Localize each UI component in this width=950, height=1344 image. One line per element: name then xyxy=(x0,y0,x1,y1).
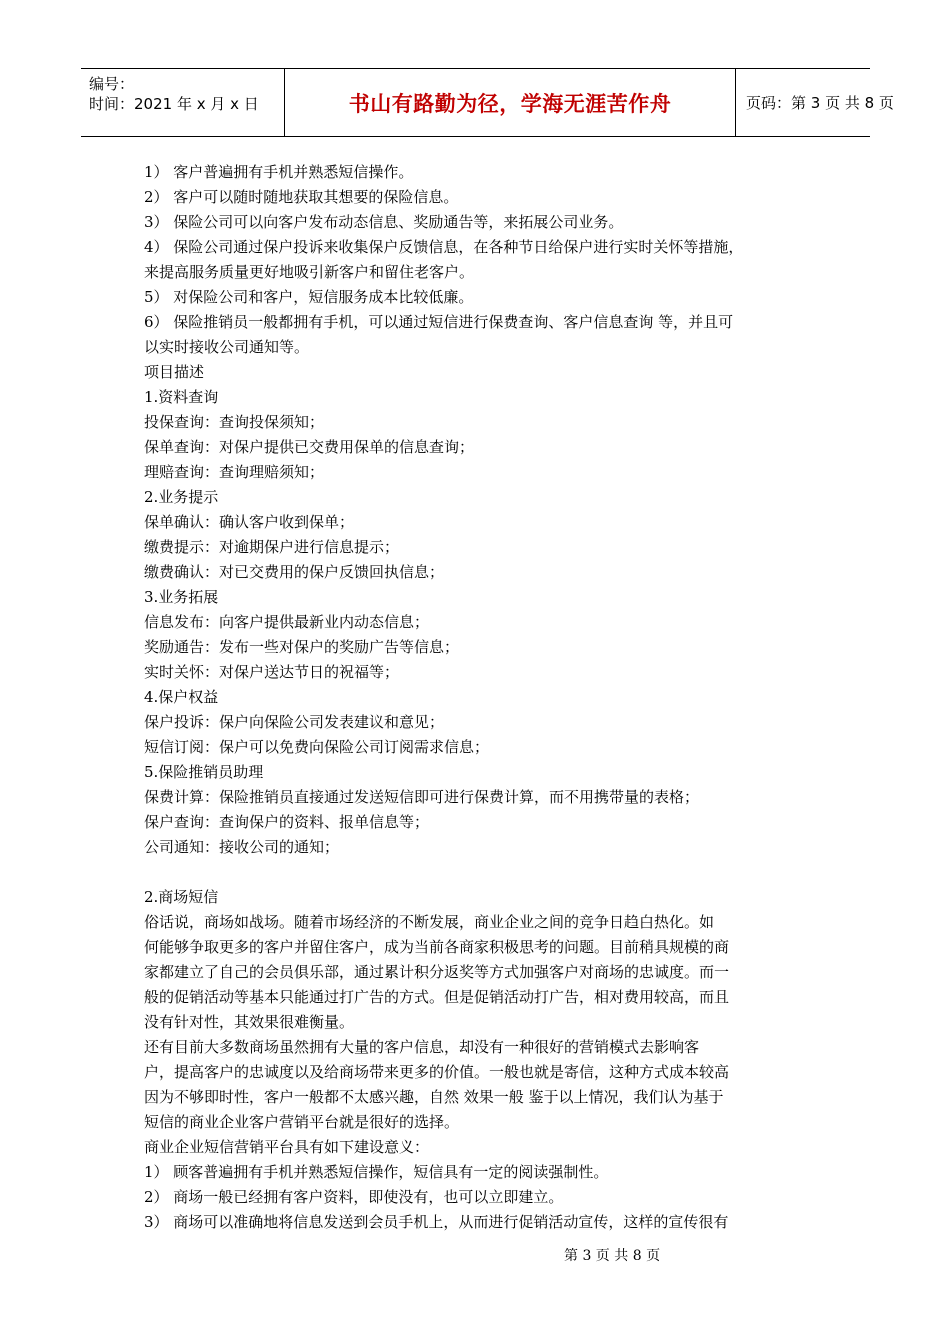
header-motto-cell xyxy=(284,69,736,136)
body-line: 因为不够即时性，客户一般都不太感兴趣，自然 效果一般 鉴于以上情况，我们认为基于 xyxy=(144,1088,724,1106)
body-line: 信息发布：向客户提供最新业内动态信息； xyxy=(144,613,430,631)
body-line: 家都建立了自己的会员俱乐部，通过累计积分返奖等方式加强客户对商场的忠诚度。而一 xyxy=(144,963,730,981)
body-line: 6） 保险推销员一般都拥有手机，可以通过短信进行保费查询、客户信息查询 等，并且可 xyxy=(144,313,734,331)
body-line: 何能够争取更多的客户并留住客户，成为当前各商家积极思考的问题。目前稍具规模的商 xyxy=(144,938,730,956)
document-date-label: 时间：2021 年 x 月 x 日 xyxy=(89,95,259,113)
body-line: 1） 客户普遍拥有手机并熟悉短信操作。 xyxy=(144,163,414,181)
body-line: 保费计算：保险推销员直接通过发送短信即可进行保费计算，而不用携带量的表格； xyxy=(144,788,700,806)
body-line: 投保查询：查询投保须知； xyxy=(144,413,325,431)
body-line: 1） 顾客普遍拥有手机并熟悉短信操作，短信具有一定的阅读强制性。 xyxy=(144,1163,609,1181)
body-line: 2） 商场一般已经拥有客户资料，即使没有，也可以立即建立。 xyxy=(144,1188,564,1206)
body-line: 3） 保险公司可以向客户发布动态信息、奖励通告等，来拓展公司业务。 xyxy=(144,213,624,231)
document-number-label: 编号： xyxy=(89,75,135,93)
body-line: 以实时接收公司通知等。 xyxy=(144,338,310,356)
body-line: 理赔查询：查询理赔须知； xyxy=(144,463,325,481)
document-body xyxy=(144,160,820,1235)
body-line: 保户投诉：保户向保险公司发表建议和意见； xyxy=(144,713,445,731)
section-heading: 2.业务提示 xyxy=(144,488,219,506)
section-heading: 1.资料查询 xyxy=(144,388,219,406)
body-line: 来提高服务质量更好地吸引新客户和留住老客户。 xyxy=(144,263,475,281)
page-header xyxy=(81,68,894,137)
body-line: 没有针对性，其效果很难衡量。 xyxy=(144,1013,355,1031)
section-heading: 2.商场短信 xyxy=(144,888,219,906)
section-heading: 项目描述 xyxy=(144,363,205,381)
header-motto: 书山有路勤为径，学海无涯苦作舟 xyxy=(348,91,672,116)
body-line: 保单查询：对保户提供已交费用保单的信息查询； xyxy=(144,438,475,456)
body-line: 短信的商业企业客户营销平台就是很好的选择。 xyxy=(144,1113,460,1131)
header-page-cell xyxy=(736,69,894,136)
body-line: 实时关怀：对保户送达节日的祝福等； xyxy=(144,663,400,681)
section-heading: 4.保户权益 xyxy=(144,688,219,706)
body-line: 保单确认：确认客户收到保单； xyxy=(144,513,355,531)
body-line: 户，提高客户的忠诚度以及给商场带来更多的价值。一般也就是寄信，这种方式成本较高 xyxy=(144,1063,730,1081)
body-line: 俗话说，商场如战场。随着市场经济的不断发展，商业企业之间的竞争日趋白热化。如 xyxy=(144,913,715,931)
footer-page-number: 第 3 页 共 8 页 xyxy=(564,1248,661,1264)
body-line: 2） 客户可以随时随地获取其想要的保险信息。 xyxy=(144,188,459,206)
body-line: 般的促销活动等基本只能通过打广告的方式。但是促销活动打广告，相对费用较高，而且 xyxy=(144,988,730,1006)
body-line: 商业企业短信营销平台具有如下建设意义： xyxy=(144,1138,430,1156)
body-line: 4） 保险公司通过保户投诉来收集保户反馈信息，在各种节日给保户进行实时关怀等措施， xyxy=(144,238,744,256)
body-line: 还有目前大多数商场虽然拥有大量的客户信息，却没有一种很好的营销模式去影响客 xyxy=(144,1038,700,1056)
body-line: 3） 商场可以准确地将信息发送到会员手机上，从而进行促销活动宣传，这样的宣传很有 xyxy=(144,1213,729,1231)
body-line: 奖励通告：发布一些对保户的奖励广告等信息； xyxy=(144,638,460,656)
header-page-info: 页码：第 3 页 共 8 页 xyxy=(746,94,894,112)
header-meta-cell xyxy=(81,69,284,136)
section-heading: 5.保险推销员助理 xyxy=(144,763,264,781)
body-line: 短信订阅：保户可以免费向保险公司订阅需求信息； xyxy=(144,738,490,756)
body-line: 公司通知：接收公司的通知； xyxy=(144,838,340,856)
section-heading: 3.业务拓展 xyxy=(144,588,219,606)
body-line: 5） 对保险公司和客户，短信服务成本比较低廉。 xyxy=(144,288,474,306)
body-line: 保户查询：查询保户的资料、报单信息等； xyxy=(144,813,430,831)
body-line: 缴费确认：对已交费用的保户反馈回执信息； xyxy=(144,563,445,581)
body-line: 缴费提示：对逾期保户进行信息提示； xyxy=(144,538,400,556)
